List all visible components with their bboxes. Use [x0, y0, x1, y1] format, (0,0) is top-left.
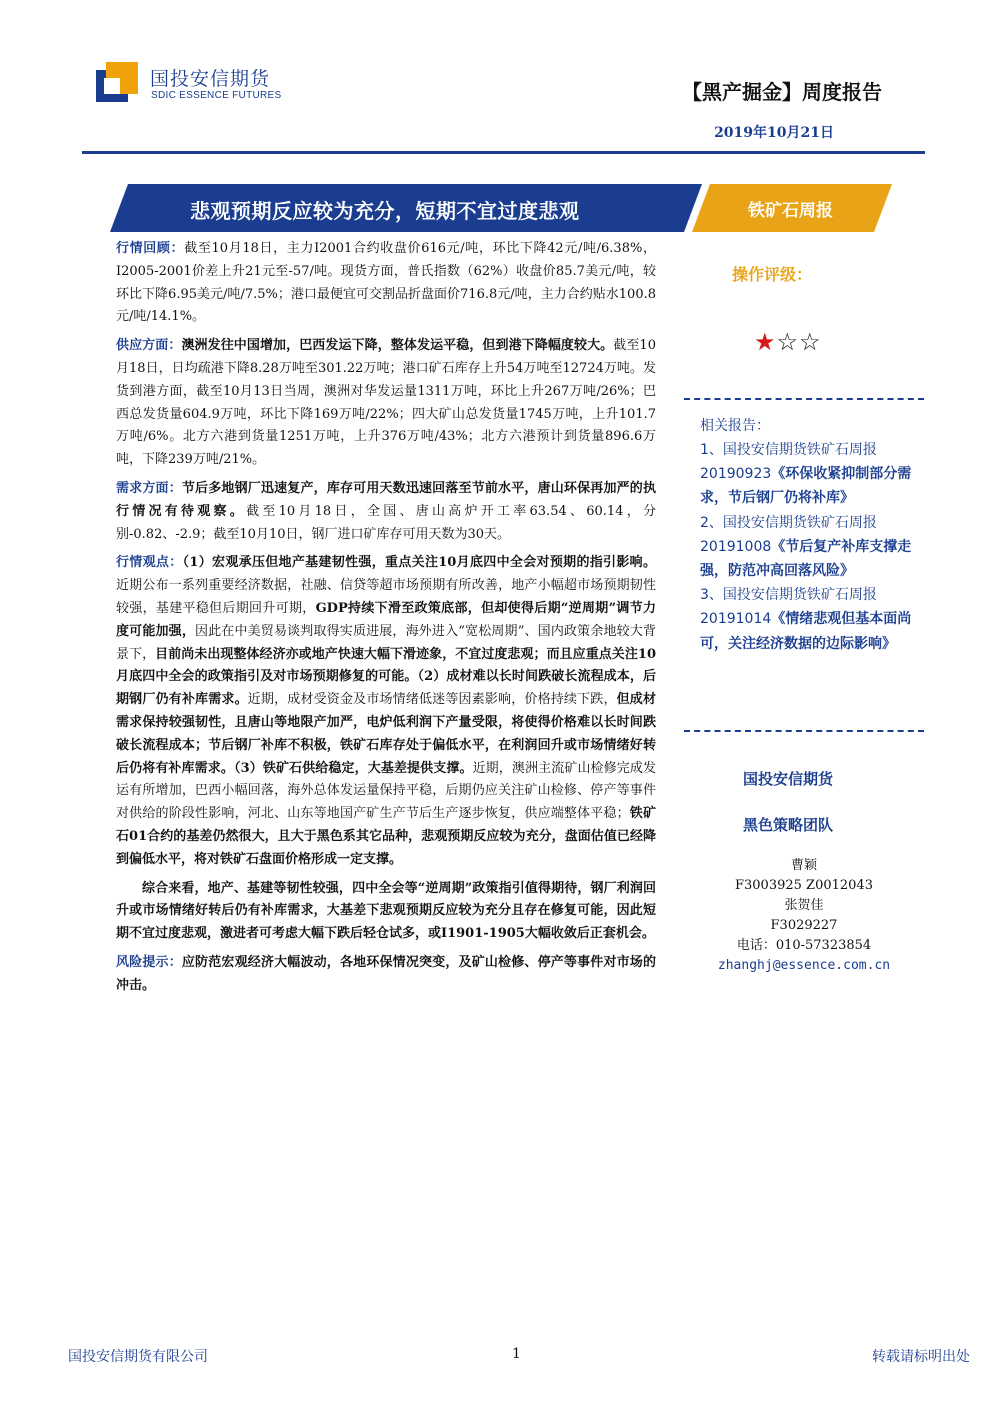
section-summary: 综合来看，地产、基建等韧性较强，四中全会等“逆周期”政策指引值得期待，钢厂利润回升或市场情绪好转后仍有补库需求，大基差下悲观预期反应较为充分且存在修复可能，因此短期不宜过度悲观，激进者可考虑大幅下跌后轻仓试多，或I1901-1905大幅收敛后正套机会。 [116, 880, 656, 942]
divider [684, 398, 924, 400]
analyst-license: F3003925 Z0012043 [735, 878, 873, 893]
related-report-title: 《情绪悲观但基本面尚可，关注经济数据的边际影响》 [700, 611, 912, 652]
section-highlight: 但成材需求保持较强韧性，且唐山等地限产加严，电炉低利润下产量受限，将使得价格难以长时间跌破长流程成本；节后钢厂补库不积极，铁矿石库存处于偏低水平，在利润回升或市场情绪好转后仍将有补库需求。（3）铁矿石供给稳定，大基差提供支撑。 [116, 692, 656, 776]
related-report-item[interactable] [700, 583, 918, 656]
analyst-contacts [684, 856, 924, 976]
section-text: 近期，成材受资金及市场情绪低迷等因素影响，价格持续下跌， [247, 692, 617, 708]
analyst-name: 曹颖 [790, 858, 817, 873]
report-title: 悲观预期反应较为充分，短期不宜过度悲观 [190, 199, 580, 223]
section-review [116, 238, 656, 329]
company-name-cn: 国投安信期货 [150, 68, 271, 90]
section-text: 近期，澳洲主流矿山检修完成发运有所增加，巴西小幅回落，海外总体发运量保持平稳，后期仍应关注矿山检修、停产等事件对供给的阶段性影响，河北、山东等地国产矿生产节后生产逐步恢复，供应端整体平稳； [116, 760, 656, 822]
related-report-title: 《节后复产补库支撑走强，防范冲高回落风险》 [700, 538, 912, 580]
divider [684, 730, 924, 732]
related-report-id: 3、国投安信期货铁矿石周报20191014 [700, 587, 877, 628]
main-content [116, 238, 656, 1004]
section-label: 风险提示： [116, 954, 182, 970]
section-highlight: 铁矿石01合约的基差仍然很大，且大于黑色系其它品种，悲观预期反应较为充分，盘面估值已经降到偏低水平，将对铁矿石盘面价格形成一定支撑。 [116, 806, 656, 867]
section-text: 应防范宏观经济大幅波动，各地环保情况突变，及矿山检修、停产等事件对市场的冲击。 [116, 954, 656, 993]
company-name-en: SDIC ESSENCE FUTURES [151, 90, 282, 101]
section-label: 行情观点： [116, 555, 183, 571]
section-label: 行情回顾： [116, 241, 185, 256]
footer-notice: 转载请标明出处 [872, 1349, 970, 1365]
section-text: 截至10月18日，主力I2001合约收盘价616元/吨，环比下降42元/吨/6.38%，I2005-2001价差上升21元至-57/吨。现货方面，普氏指数（62%）收盘价85.7美元/吨，较环比下降6.95美元/吨/7.5%；港口最便宜可交割品折盘面价716.8元/吨，主力合约贴水100.8元/吨/14.1%。 [116, 241, 656, 325]
related-report-id: 2、国投安信期货铁矿石周报20191008 [700, 514, 877, 555]
analyst-license: F3029227 [770, 918, 838, 933]
team-name: 黑色策略团队 [743, 816, 834, 834]
section-text: 截至10月18日，日均疏港下降8.28万吨至301.22万吨；港口矿石库存上升54万吨至12724万吨。发货到港方面，截至10月13日当周，澳洲对华发运量1311万吨，环比上升267万吨/26%；巴西总发货量604.9万吨，环比下降169万吨/22%；四大矿山总发货量1745万吨，上升101.7万吨/6%。北方六港到货量1251万吨，上升376万吨/43%；北方六港预计到货量896.6万吨，下降239万吨/21%。 [116, 338, 656, 468]
section-demand [116, 478, 656, 546]
related-report-item[interactable] [700, 511, 918, 584]
related-reports-list [700, 438, 918, 656]
star-filled-icon: ★ [754, 328, 777, 356]
section-highlight: 澳洲发往中国增加，巴西发运下降，整体发运平稳，但到港下降幅度较大。 [181, 338, 614, 354]
section-highlight: 目前尚未出现整体经济亦或地产快速大幅下滑迹象，不宜过度悲观；而且应重点关注10月底四中全会的政策指引及对市场预期修复的可能。（2）成材难以长时间跌破长流程成本，后期钢厂仍有补库需求。 [116, 646, 656, 708]
section-risk [116, 952, 656, 998]
analyst-phone: 电话：010-57323854 [736, 938, 872, 953]
section-label: 需求方面： [116, 480, 182, 496]
rating-stars [754, 328, 822, 356]
section-highlight: （1）宏观承压但地产基建韧性强，重点关注10月底四中全会对预期的指引影响。 [182, 555, 656, 571]
related-reports-label: 相关报告： [700, 418, 770, 434]
section-highlight: GDP持续下滑至政策底部，但却使得后期“逆周期”调节力度可能加强， [116, 600, 656, 639]
section-text: 近期公布一系列重要经济数据，社融、信贷等超市场预期有所改善，地产小幅超市场预期韧性较强，基建平稳但后期回升可期， [116, 578, 656, 616]
team-company: 国投安信期货 [743, 770, 834, 788]
report-type: 【黑产掘金】周度报告 [682, 80, 882, 104]
related-report-title: 《环保收紧抑制部分需求，节后钢厂仍将补库》 [700, 466, 912, 507]
report-date: 2019年10月21日 [714, 125, 834, 141]
company-logo-icon [96, 62, 138, 102]
rating-label: 操作评级： [732, 265, 813, 284]
section-highlight: 节后多地钢厂迅速复产，库存可用天数迅速回落至节前水平，唐山环保再加严的执行情况有待观察。 [116, 480, 656, 519]
related-report-item[interactable] [700, 438, 918, 511]
analyst-name: 张贺佳 [784, 898, 824, 913]
related-report-id: 1、国投安信期货铁矿石周报20190923 [700, 442, 877, 483]
section-view [116, 552, 656, 871]
footer-company: 国投安信期货有限公司 [68, 1349, 208, 1365]
report-category: 铁矿石周报 [748, 201, 833, 221]
section-label: 供应方面： [116, 338, 182, 354]
section-text: 因此在中美贸易谈判取得实质进展，海外进入“宽松周期”、国内政策余地较大背景下， [116, 623, 656, 662]
section-text: 截至10月18日，全国、唐山高炉开工率63.54、60.14，分别-0.82、-2.9；截至10月10日，钢厂进口矿库存可用天数为30天。 [116, 503, 656, 542]
analyst-email-link[interactable]: zhanghj@essence.com.cn [717, 958, 891, 973]
section-supply [116, 335, 656, 472]
header-divider [82, 151, 925, 154]
star-empty-icon: ☆☆ [776, 328, 822, 356]
page-number: 1 [512, 1346, 521, 1362]
